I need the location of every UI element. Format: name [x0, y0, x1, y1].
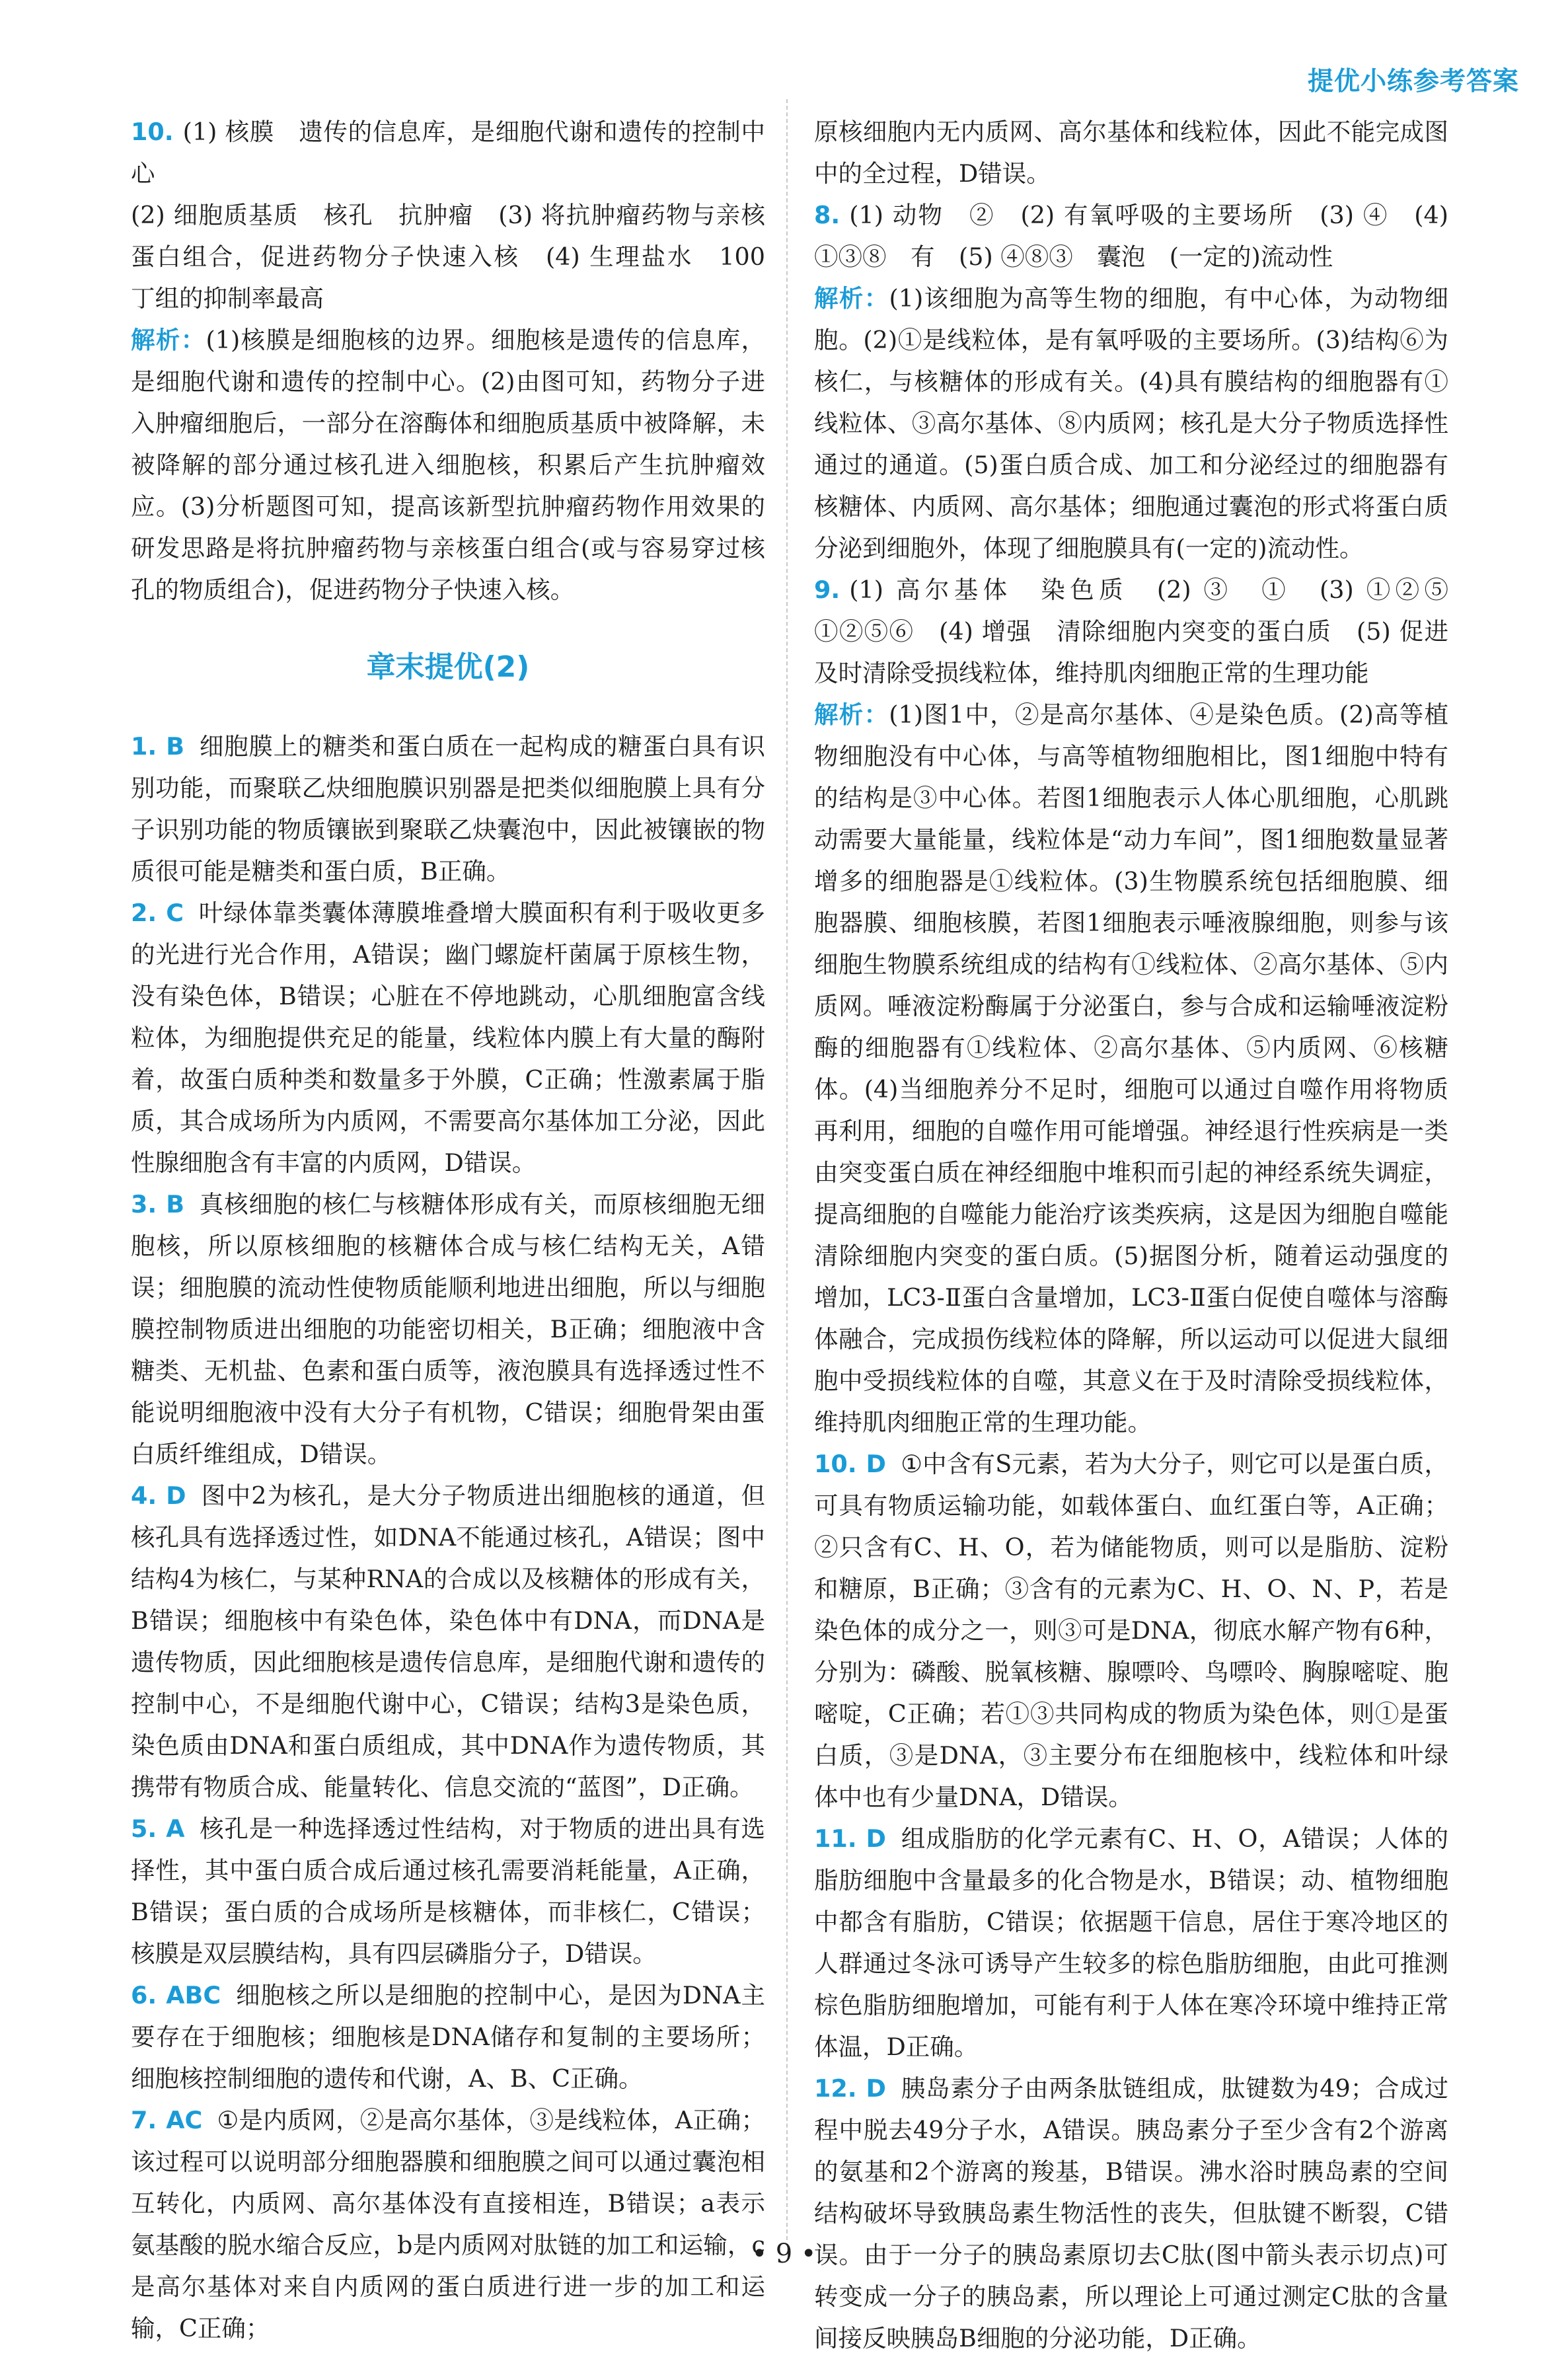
answer-choice: ABC: [166, 1981, 221, 2009]
answer-item: [131, 1808, 765, 1974]
answer-choice: D: [866, 1450, 886, 1478]
answer-item: [131, 726, 765, 892]
answer-choice: AC: [166, 2106, 203, 2134]
answer-choice: D: [866, 1824, 886, 1853]
question-number: 4.: [131, 1481, 157, 1510]
question-number: 5.: [131, 1815, 157, 1843]
analysis: [814, 694, 1448, 1443]
answer-item: [814, 1818, 1448, 2068]
analysis-label: 解析：: [814, 284, 889, 313]
question-number: 2.: [131, 899, 157, 927]
explanation-text: 图中2为核孔，是大分子物质进出细胞核的通道，但核孔具有选择透过性，如DNA不能通过核孔，A错误；图中结构4为核仁，与某种RNA的合成以及核糖体的形成有关，B错误；细胞核中有染色体，染色体中有DNA，而DNA是遗传物质，因此细胞核是遗传信息库，是细胞代谢和遗传的控制中心，不是细胞代谢中心，C错误；结构3是染色质，染色质由DNA和蛋白质组成，其中DNA作为遗传物质，其携带有物质合成、能量转化、信息交流的“蓝图”，D正确。: [131, 1481, 765, 1801]
question-number: 7.: [131, 2106, 157, 2134]
analysis-label: 解析：: [814, 700, 889, 729]
page-number: • 9 •: [751, 2239, 817, 2269]
explanation-text: 细胞核之所以是细胞的控制中心，是因为DNA主要存在于细胞核；细胞核是DNA储存和复制的主要场所；细胞核控制细胞的遗传和代谢，A、B、C正确。: [131, 1981, 765, 2093]
question-8-answer: [814, 194, 1448, 569]
question-9-answer: [814, 569, 1473, 1443]
question-number: 1.: [131, 732, 157, 761]
analysis-text: (1)图1中，②是高尔基体、④是染色质。(2)高等植物细胞没有中心体，与高等植物细胞相比，图1细胞中特有的结构是③中心体。若图1细胞表示人体心肌细胞，心肌跳动需要大量能量，线粒体是“动力车间”，图1细胞数量显著增多的细胞器是①线粒体。(3)生物膜系统包括细胞膜、细胞器膜、细胞核膜，若图1细胞表示唾液腺细胞，则参与该细胞生物膜系统组成的结构有①线粒体、②高尔基体、⑤内质网。唾液淀粉酶属于分泌蛋白，参与合成和运输唾液淀粉酶的细胞器有①线粒体、②高尔基体、⑤内质网、⑥核糖体。(4)当细胞养分不足时，细胞可以通过自噬作用将物质再利用，细胞的自噬作用可能增强。神经退行性疾病是一类由突变蛋白质在神经细胞中堆积而引起的神经系统失调症，提高细胞的自噬能力能治疗该类疾病，这是因为细胞自噬能清除细胞内突变的蛋白质。(5)据图分析，随着运动强度的增加，LC3-Ⅱ蛋白含量增加，LC3-Ⅱ蛋白促使自噬体与溶酶体融合，完成损伤线粒体的降解，所以运动可以促进大鼠细胞中受损线粒体的自噬，其意义在于及时清除受损线粒体，维持肌肉细胞正常的生理功能。: [814, 700, 1448, 1437]
answer-choice: B: [166, 1190, 185, 1218]
answer-line: (2) 细胞质基质 核孔 抗肿瘤 (3) 将抗肿瘤药物与亲核蛋白组合，促进药物分子快速入核 (4) 生理盐水 100 丁组的抑制率最高: [131, 201, 790, 313]
column-divider: [786, 99, 788, 2240]
answer-line: [131, 111, 765, 194]
explanation-text: 细胞膜上的糖类和蛋白质在一起构成的糖蛋白具有识别功能，而聚联乙炔细胞膜识别器是把类似细胞膜上具有分子识别功能的物质镶嵌到聚联乙炔囊泡中，因此被镶嵌的物质很可能是糖类和蛋白质，B正确。: [131, 732, 765, 885]
explanation-text: 胰岛素分子由两条肽链组成，肽键数为49；合成过程中脱去49分子水，A错误。胰岛素分子至少含有2个游离的氨基和2个游离的羧基，B错误。沸水浴时胰岛素的空间结构破坏导致胰岛素生物活性的丧失，但肽键不断裂，C错误。由于一分子的胰岛素原切去C肽(图中箭头表示切点)可转变成一分子的胰岛素，所以理论上可通过测定C肽的含量间接反映胰岛B细胞的分泌功能，D正确。: [814, 2074, 1448, 2352]
analysis-text: (1)核膜是细胞核的边界。细胞核是遗传的信息库，是细胞代谢和遗传的控制中心。(2)由图可知，药物分子进入肿瘤细胞后，一部分在溶酶体和细胞质基质中被降解，未被降解的部分通过核孔进入细胞核，积累后产生抗肿瘤效应。(3)分析题图可知，提高该新型抗肿瘤药物作用效果的研发思路是将抗肿瘤药物与亲核蛋白组合(或与容易穿过核孔的物质组合)，促进药物分子快速入核。: [131, 326, 766, 604]
answer-list: [131, 726, 765, 2349]
question-number: 10.: [131, 118, 174, 146]
question-7-continued: 原核细胞内无内质网、高尔基体和线粒体，因此不能完成图中的全过程，D错误。: [814, 118, 1448, 188]
question-number: 8.: [814, 201, 840, 229]
left-column: [131, 111, 790, 2349]
answer-line: [814, 194, 1448, 278]
answer-item: [131, 1974, 765, 2099]
answer-choice: C: [166, 899, 184, 927]
question-number: 11.: [814, 1824, 857, 1853]
answer-choice: D: [166, 1481, 186, 1510]
right-column: [814, 111, 1473, 2359]
analysis: [131, 319, 765, 611]
answer-choice: D: [866, 2074, 886, 2103]
question-10-answer: [131, 111, 790, 611]
analysis-text: (1)该细胞为高等生物的细胞，有中心体，为动物细胞。(2)①是线粒体，是有氧呼吸的主要场所。(3)结构⑥为核仁，与核糖体的形成有关。(4)具有膜结构的细胞器有①线粒体、③高尔基体、⑧内质网；核孔是大分子物质选择性通过的通道。(5)蛋白质合成、加工和分泌经过的细胞器有核糖体、内质网、高尔基体；细胞通过囊泡的形式将蛋白质分泌到细胞外，体现了细胞膜具有(一定的)流动性。: [814, 284, 1449, 562]
explanation-text: ①中含有S元素，若为大分子，则它可以是蛋白质，可具有物质运输功能，如载体蛋白、血红蛋白等，A正确；②只含有C、H、O，若为储能物质，则可以是脂肪、淀粉和糖原，B正确；③含有的元素为C、H、O、N、P，若是染色体的成分之一，则③可是DNA，彻底水解产物有6种，分别为：磷酸、脱氧核糖、腺嘌呤、鸟嘌呤、胸腺嘧啶、胞嘧啶，C正确；若①③共同构成的物质为染色体，则①是蛋白质，③是DNA，③主要分布在细胞核中，线粒体和叶绿体中也有少量DNA，D错误。: [814, 1450, 1448, 1811]
question-number: 12.: [814, 2074, 857, 2103]
question-number: 9.: [814, 576, 840, 604]
answer-item: [814, 2068, 1448, 2359]
answer-item: [131, 1475, 765, 1808]
answer-text: (1) 动物 ② (2) 有氧呼吸的主要场所 (3) ④ (4) ①③⑧ 有 (5) ④⑧③ 囊泡 (一定的)流动性: [814, 201, 1448, 271]
answer-list: [814, 1443, 1448, 2359]
explanation-text: 核孔是一种选择透过性结构，对于物质的进出具有选择性，其中蛋白质合成后通过核孔需要消耗能量，A正确，B错误；蛋白质的合成场所是核糖体，而非核仁，C错误；核膜是双层膜结构，具有四层磷脂分子，D错误。: [131, 1815, 765, 1968]
section-title: 章末提优(2): [366, 650, 530, 684]
answer-choice: B: [166, 732, 185, 761]
answer-item: [131, 2099, 765, 2349]
answer-line: [814, 569, 1473, 694]
answer-item: [814, 1443, 1448, 1818]
question-number: 10.: [814, 1450, 857, 1478]
analysis: [814, 278, 1448, 569]
page-header-title: 提优小练参考答案: [1307, 67, 1519, 96]
analysis-label: 解析：: [131, 326, 206, 354]
answer-item: [131, 892, 765, 1183]
explanation-text: 组成脂肪的化学元素有C、H、O，A错误；人体的脂肪细胞中含量最多的化合物是水，B错误；动、植物细胞中都含有脂肪，C错误；依据题干信息，居住于寒冷地区的人群通过冬泳可诱导产生较多的棕色脂肪细胞，由此可推测棕色脂肪细胞增加，可能有利于人体在寒冷环境中维持正常体温，D正确。: [814, 1824, 1448, 2061]
explanation-text: ①是内质网，②是高尔基体，③是线粒体，A正确；该过程可以说明部分细胞器膜和细胞膜之间可以通过囊泡相互转化，内质网、高尔基体没有直接相连，B错误；a表示氨基酸的脱水缩合反应，b是内质网对肽链的加工和运输，c是高尔基体对来自内质网的蛋白质进行进一步的加工和运输，C正确；: [131, 2106, 765, 2342]
answer-item: [131, 1183, 765, 1475]
answer-text: (1) 核膜 遗传的信息库，是细胞代谢和遗传的控制中心: [131, 118, 765, 188]
explanation-text: 真核细胞的核仁与核糖体形成有关，而原核细胞无细胞核，所以原核细胞的核糖体合成与核仁结构无关，A错误；细胞膜的流动性使物质能顺利地进出细胞，所以与细胞膜控制物质进出细胞的功能密切相关，B正确；细胞液中含糖类、无机盐、色素和蛋白质等，液泡膜具有选择透过性不能说明细胞液中没有大分子有机物，C错误；细胞骨架由蛋白质纤维组成，D错误。: [131, 1190, 765, 1468]
question-number: 3.: [131, 1190, 157, 1218]
answer-text: (1) 高尔基体 染色质 (2) ③ ① (3) ①②⑤ ①②⑤⑥ (4) 增强 清除细胞内突变的蛋白质 (5) 促进 及时清除受损线粒体，维持肌肉细胞正常的生理功能: [814, 576, 1473, 687]
answer-choice: A: [166, 1815, 185, 1843]
explanation-text: 叶绿体靠类囊体薄膜堆叠增大膜面积有利于吸收更多的光进行光合作用，A错误；幽门螺旋杆菌属于原核生物，没有染色体，B错误；心脏在不停地跳动，心肌细胞富含线粒体，为细胞提供充足的能量，线粒体内膜上有大量的酶附着，故蛋白质种类和数量多于外膜，C正确；性激素属于脂质，其合成场所为内质网，不需要高尔基体加工分泌，因此性腺细胞含有丰富的内质网，D错误。: [131, 899, 765, 1177]
question-number: 6.: [131, 1981, 157, 2009]
